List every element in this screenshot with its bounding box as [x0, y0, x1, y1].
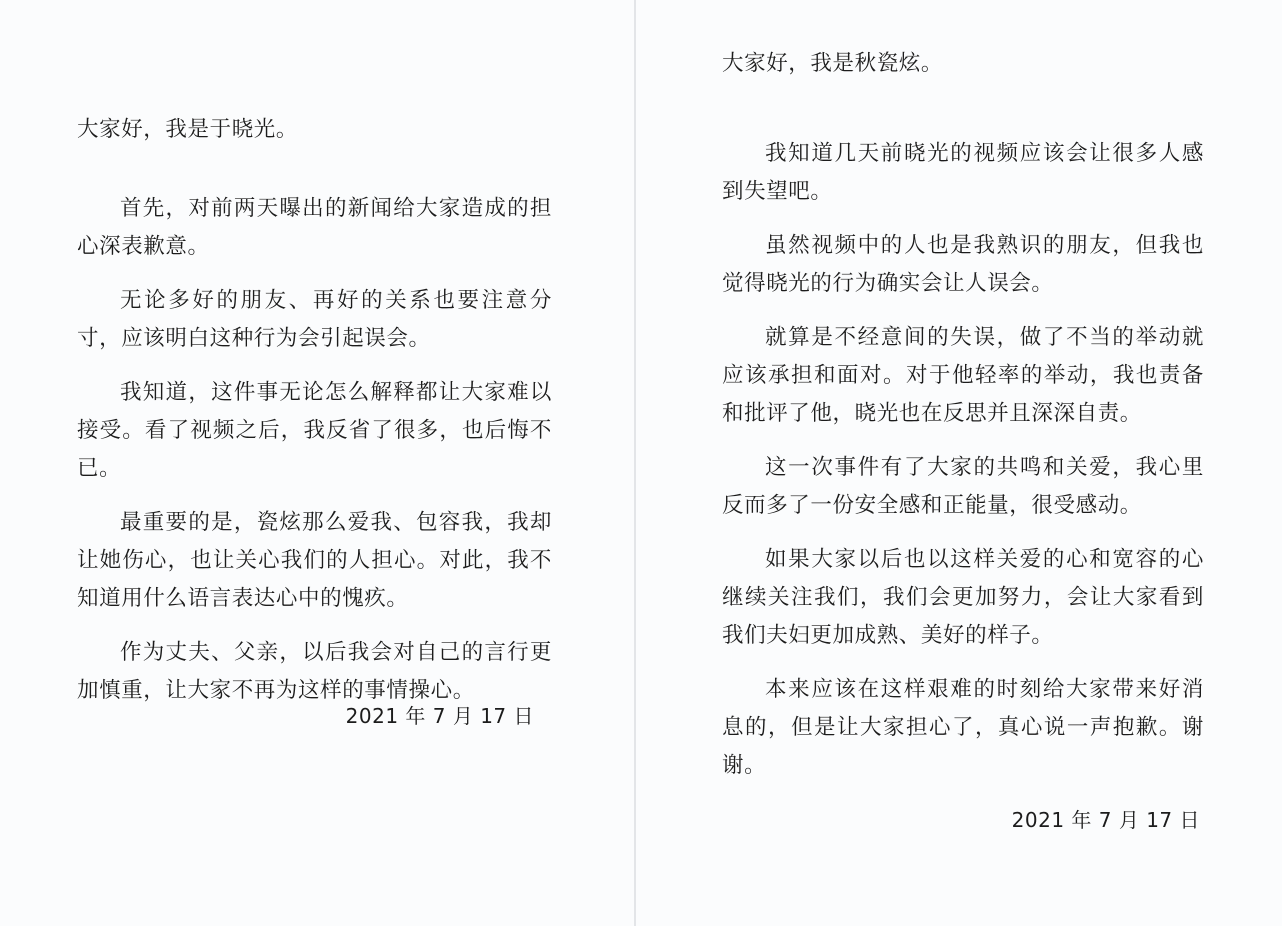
letter-body [722, 135, 1204, 801]
letter-greeting: 大家好，我是秋瓷炫。 [722, 51, 944, 76]
letter-paragraph: 首先，对前两天曝出的新闻给大家造成的担心深表歉意。 [77, 196, 552, 259]
letter-paragraph: 这一次事件有了大家的共鸣和关爱，我心里反而多了一份安全感和正能量，很受感动。 [722, 455, 1204, 518]
letter-paragraph: 本来应该在这样艰难的时刻给大家带来好消息的，但是让大家担心了，真心说一声抱歉。谢谢。 [722, 677, 1204, 778]
letter-paragraph: 最重要的是，瓷炫那么爱我、包容我，我却让她伤心，也让关心我们的人担心。对此，我不知道用什么语言表达心中的愧疚。 [77, 510, 552, 611]
letter-paragraph: 无论多好的朋友、再好的关系也要注意分寸，应该明白这种行为会引起误会。 [77, 288, 552, 351]
letter-page-left [0, 0, 634, 926]
letter-paragraph: 作为丈夫、父亲，以后我会对自己的言行更加慎重，让大家不再为这样的事情操心。 [77, 640, 552, 703]
letter-date: 2021 年 7 月 17 日 [1011, 808, 1200, 832]
letter-paragraph: 如果大家以后也以这样关爱的心和宽容的心继续关注我们，我们会更加努力，会让大家看到我们夫妇更加成熟、美好的样子。 [722, 547, 1204, 648]
letter-paragraph: 我知道几天前晓光的视频应该会让很多人感到失望吧。 [722, 141, 1204, 204]
letter-paragraph: 虽然视频中的人也是我熟识的朋友，但我也觉得晓光的行为确实会让人误会。 [722, 233, 1204, 296]
letter-paragraph: 就算是不经意间的失误，做了不当的举动就应该承担和面对。对于他轻率的举动，我也责备和批评了他，晓光也在反思并且深深自责。 [722, 325, 1204, 426]
letter-date: 2021 年 7 月 17 日 [345, 704, 534, 728]
letter-body [77, 190, 552, 726]
letter-paragraph: 我知道，这件事无论怎么解释都让大家难以接受。看了视频之后，我反省了很多，也后悔不已。 [77, 380, 552, 481]
letter-greeting: 大家好，我是于晓光。 [77, 117, 299, 142]
